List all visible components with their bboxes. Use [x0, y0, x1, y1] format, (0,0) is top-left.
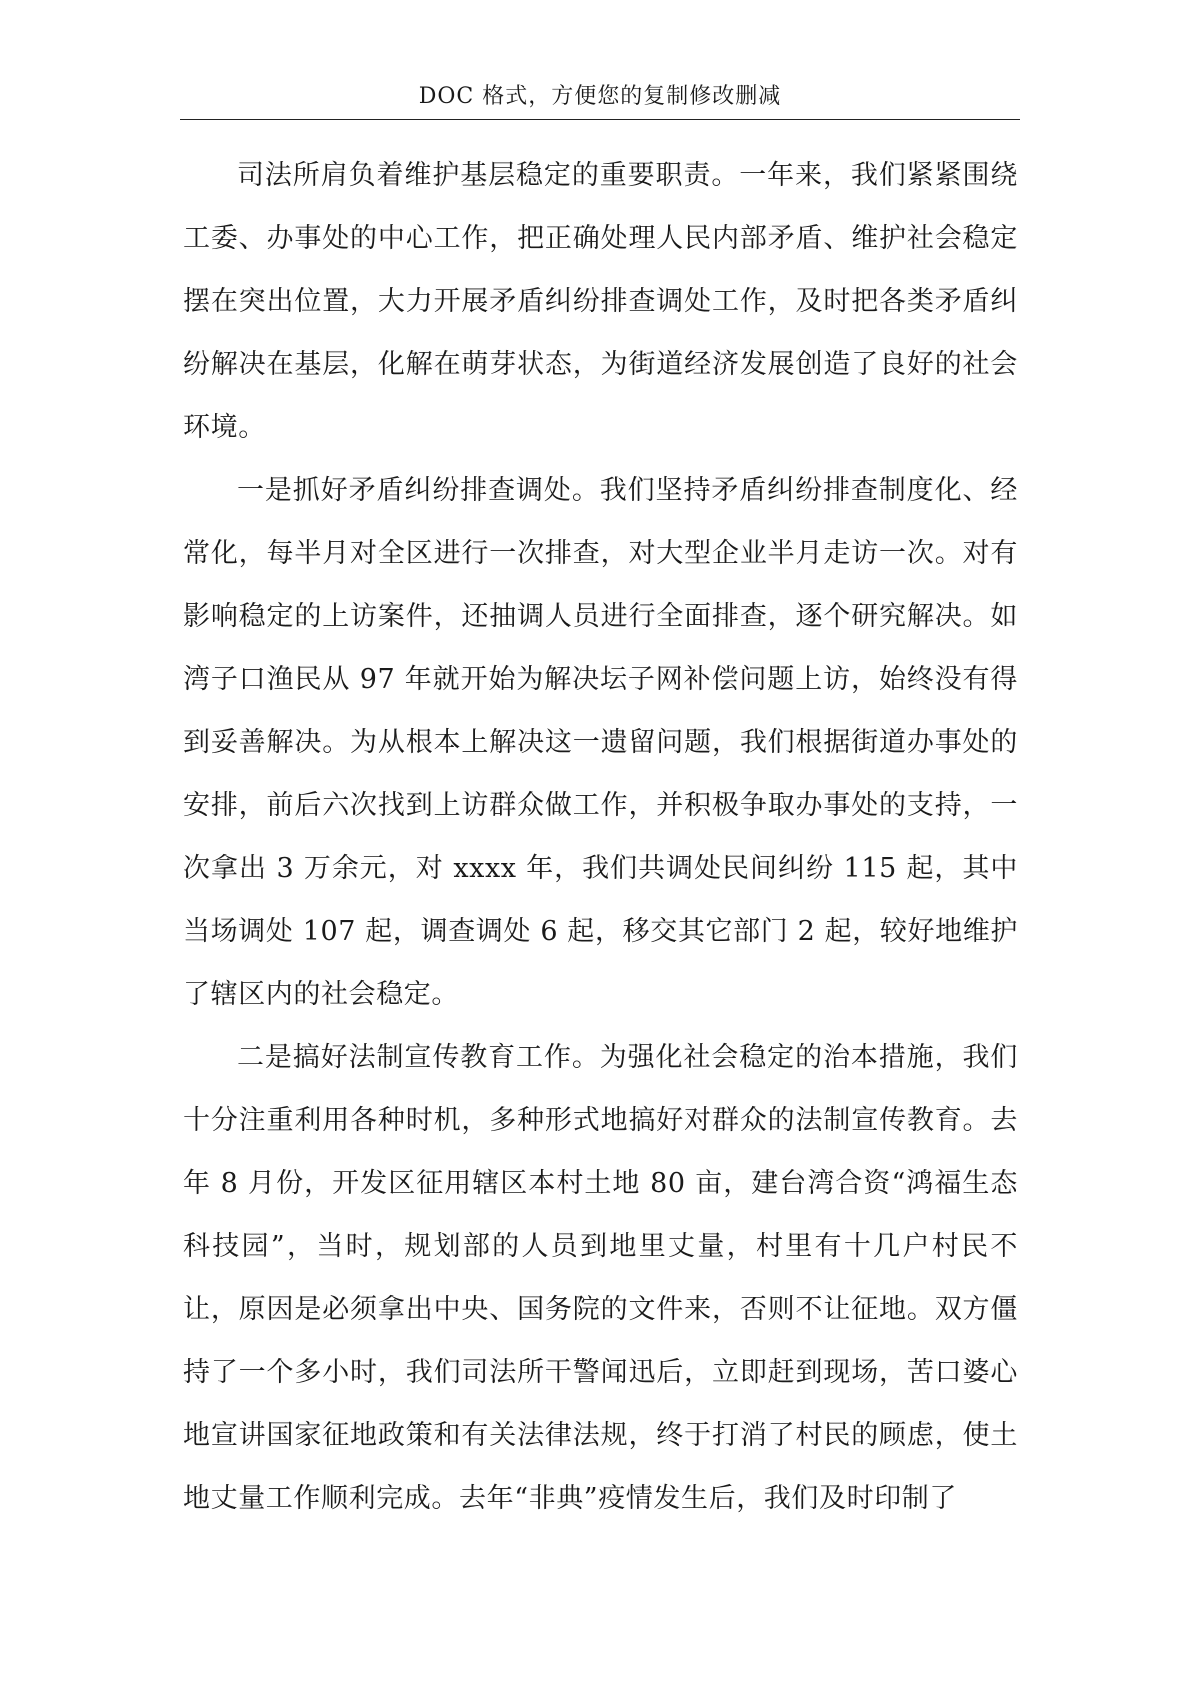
paragraph-intro: 司法所肩负着维护基层稳定的重要职责。一年来，我们紧紧围绕工委、办事处的中心工作，把正确处理人民内部矛盾、维护社会稳定摆在突出位置，大力开展矛盾纠纷排查调处工作，及时把各类矛盾纠纷解决在基层，化解在萌芽状态，为街道经济发展创造了良好的社会环境。 [183, 160, 1018, 443]
paragraph-dispute-mediation: 一是抓好矛盾纠纷排查调处。我们坚持矛盾纠纷排查制度化、经常化，每半月对全区进行一次排查，对大型企业半月走访一次。对有影响稳定的上访案件，还抽调人员进行全面排查，逐个研究解决。如湾子口渔民从 97 年就开始为解决坛子网补偿问题上访，始终没有得到妥善解决。为从根本上解决这一遗留问题，我们根据街道办事处的安排，前后六次找到上访群众做工作，并积极争取办事处的支持，一次拿出 3 万余元，对 xxxx 年，我们共调处民间纠纷 115 起，其中当场调处 107 起，调查调处 6 起，移交其它部门 2 起，较好地维护了辖区内的社会稳定。 [183, 475, 1018, 1010]
header-divider [180, 119, 1020, 120]
paragraph-legal-education: 二是搞好法制宣传教育工作。为强化社会稳定的治本措施，我们十分注重利用各种时机，多种形式地搞好对群众的法制宣传教育。去年 8 月份，开发区征用辖区本村土地 80 亩，建台湾合资“鸿福生态科技园”，当时，规划部的人员到地里丈量，村里有十几户村民不让，原因是必须拿出中央、国务院的文件来，否则不让征地。双方僵持了一个多小时，我们司法所干警闻迅后，立即赶到现场，苦口婆心地宣讲国家征地政策和有关法律法规，终于打消了村民的顾虑，使土地丈量工作顺利完成。去年“非典”疫情发生后，我们及时印制了 [183, 1042, 1018, 1514]
document-body [183, 144, 1018, 1530]
page-header: DOC 格式，方便您的复制修改删减 [418, 84, 782, 109]
